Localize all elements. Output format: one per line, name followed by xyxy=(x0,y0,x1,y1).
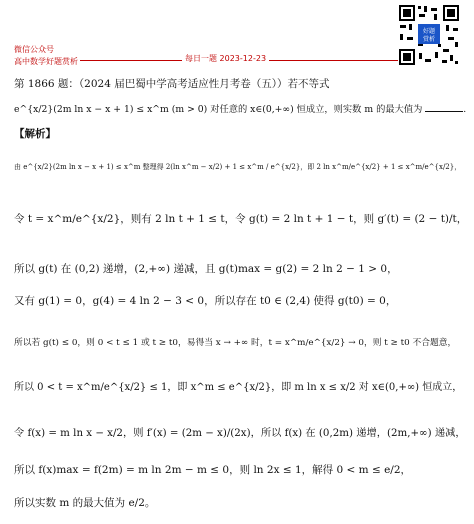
account-info xyxy=(14,44,78,68)
solution-line-3: 所以 g(t) 在 (0,2) 递增，(2,+∞) 递减，且 g(t)max = g(2) = 2 ln 2 − 1 > 0， xyxy=(14,263,398,275)
solution-line-4: 又有 g(1) = 0，g(4) = 4 ln 2 − 3 < 0，所以存在 t0 ∈ (2,4) 使得 g(t0) = 0， xyxy=(14,295,397,307)
problem-text-2: e^{x/2}(2m ln x − x + 1) ≤ x^m (m > 0) 对任意的 x∈(0,+∞) 恒成立，则实数 m 的最大值为 xyxy=(14,104,423,115)
problem-text-1: 第 1866 题：（2024 届巴蜀中学高考适应性月考卷（五））若不等式 xyxy=(14,78,330,90)
account-subtitle: 高中数学好题赏析 xyxy=(14,57,78,66)
solution-line-9: 所以实数 m 的最大值为 e/2。 xyxy=(14,497,156,509)
header-date: 每日一题 2023-12-23 xyxy=(182,53,269,64)
solution-line-7: 令 f(x) = m ln x − x/2，则 f′(x) = (2m − x)/(2x)，所以 f(x) 在 (0,2m) 递增，(2m,+∞) 递减， xyxy=(14,427,466,439)
solution-line-6: 所以 0 < t = x^m/e^{x/2} ≤ 1，即 x^m ≤ e^{x/2}，即 m ln x ≤ x/2 对 x∈(0,+∞) 恒成立， xyxy=(14,382,463,393)
problem-line-1 xyxy=(14,77,329,91)
problem-line-2: e^{x/2}(2m ln x − x + 1) ≤ x^m (m > 0) 对任意的 x∈(0,+∞) 恒成立，则实数 m 的最大值为 . xyxy=(14,101,466,117)
solution-title: 【解析】 xyxy=(14,128,56,140)
solution-line-1: 由 e^{x/2}(2m ln x − x + 1) ≤ x^m 整理得 2(ln x^m − x/2) + 1 ≤ x^m / e^{x/2}，即 2 ln x^m/e^{x/2} + 1 ≤ x^m/e^{x/2}， xyxy=(14,163,462,171)
qr-label-line1: 好题 xyxy=(422,28,436,35)
solution-line-5: 所以若 g(t) ≤ 0，则 0 < t ≤ 1 或 t ≥ t0，易得当 x → +∞ 时，t = x^m/e^{x/2} → 0，则 t ≥ t0 不合题意， xyxy=(14,338,457,348)
account-name: 微信公众号 xyxy=(14,45,54,54)
qr-code-icon xyxy=(398,4,460,66)
qr-label-line2: 赏析 xyxy=(422,36,436,43)
solution-line-2: 令 t = x^m/e^{x/2}，则有 2 ln t + 1 ≤ t，令 g(t) = 2 ln t + 1 − t，则 g′(t) = (2 − t)/t， xyxy=(14,213,468,225)
solution-line-8: 所以 f(x)max = f(2m) = m ln 2m − m ≤ 0，则 ln 2x ≤ 1，解得 0 < m ≤ e/2， xyxy=(14,464,412,476)
answer-blank xyxy=(425,101,463,112)
